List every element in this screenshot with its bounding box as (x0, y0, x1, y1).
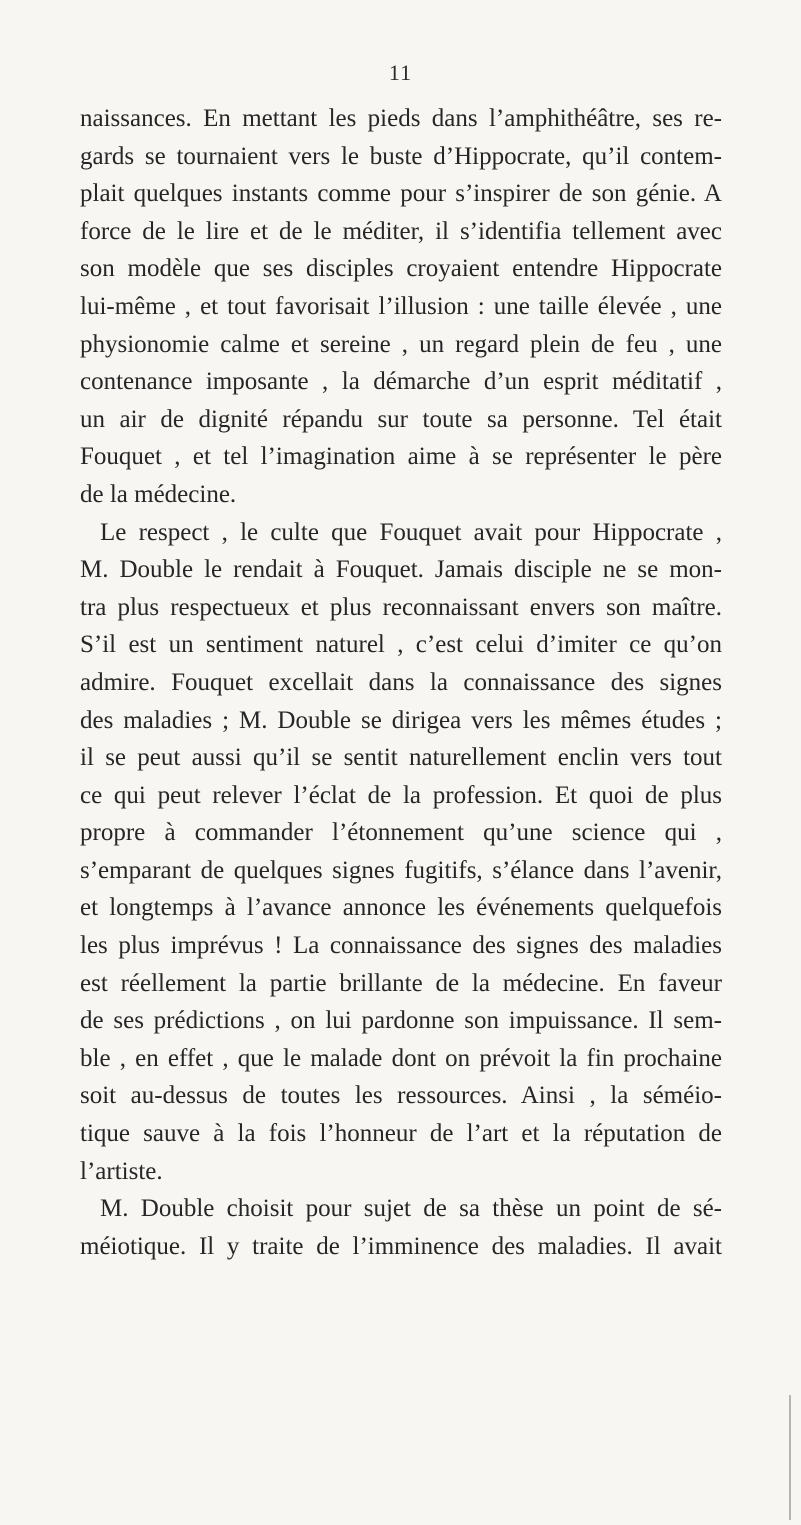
text-line: est réellement la partie brillante de la médecine. En faveur (80, 969, 722, 997)
text-line: Le respect , le culte que Fouquet avait pour Hippocrate , (100, 518, 722, 546)
text-line: tra plus respectueux et plus reconnaissant envers son maître. (80, 593, 722, 621)
text-line: admire. Fouquet excellait dans la connaissance des signes (80, 668, 722, 696)
text-line: tique sauve à la fois l’honneur de l’art et la réputation de (80, 1120, 722, 1148)
text-line: de la médecine. (80, 480, 237, 508)
text-line: plait quelques instants comme pour s’inspirer de son génie. A (80, 180, 722, 208)
body-text (80, 100, 722, 1265)
text-line: s’emparant de quelques signes fugitifs, s’élance dans l’avenir, (80, 856, 722, 884)
text-line: ble , en effet , que le malade dont on prévoit la fin prochaine (80, 1044, 722, 1072)
text-line: M. Double le rendait à Fouquet. Jamais disciple ne se mon- (80, 556, 722, 584)
text-line: propre à commander l’étonnement qu’une science qui , (80, 819, 722, 847)
text-line: des maladies ; M. Double se dirigea vers les mêmes études ; (80, 706, 722, 734)
text-line: ce qui peut relever l’éclat de la profession. Et quoi de plus (80, 781, 722, 809)
margin-scan-line (789, 1395, 791, 1520)
text-line: M. Double choisit pour sujet de sa thèse un point de sé- (100, 1195, 722, 1223)
text-line: les plus imprévus ! La connaissance des signes des maladies (80, 932, 722, 960)
text-line: son modèle que ses disciples croyaient entendre Hippocrate (80, 255, 722, 283)
text-line: soit au-dessus de toutes les ressources. Ainsi , la séméio- (80, 1082, 722, 1110)
text-line: de ses prédictions , on lui pardonne son impuissance. Il sem- (80, 1007, 722, 1035)
text-line: et longtemps à l’avance annonce les événements quelquefois (80, 894, 722, 922)
text-line: un air de dignité répandu sur toute sa personne. Tel était (80, 405, 722, 433)
text-line: l’artiste. (80, 1157, 163, 1185)
text-line: méiotique. Il y traite de l’imminence des maladies. Il avait (80, 1232, 722, 1260)
text-line: il se peut aussi qu’il se sentit naturellement enclin vers tout (80, 744, 722, 772)
text-line: lui-même , et tout favorisait l’illusion : une taille élevée , une (80, 292, 722, 320)
text-line: S’il est un sentiment naturel , c’est celui d’imiter ce qu’on (80, 631, 722, 659)
text-line: force de le lire et de le méditer, il s’identifia tellement avec (80, 217, 722, 245)
text-line: physionomie calme et sereine , un regard plein de feu , une (80, 330, 722, 358)
text-line: contenance imposante , la démarche d’un esprit méditatif , (80, 368, 722, 396)
text-line: Fouquet , et tel l’imagination aime à se représenter le père (80, 443, 722, 471)
text-line: gards se tournaient vers le buste d’Hippocrate, qu’il contem- (80, 142, 722, 170)
text-line: naissances. En mettant les pieds dans l’amphithéâtre, ses re- (80, 105, 722, 132)
page-number: 11 (388, 60, 413, 85)
